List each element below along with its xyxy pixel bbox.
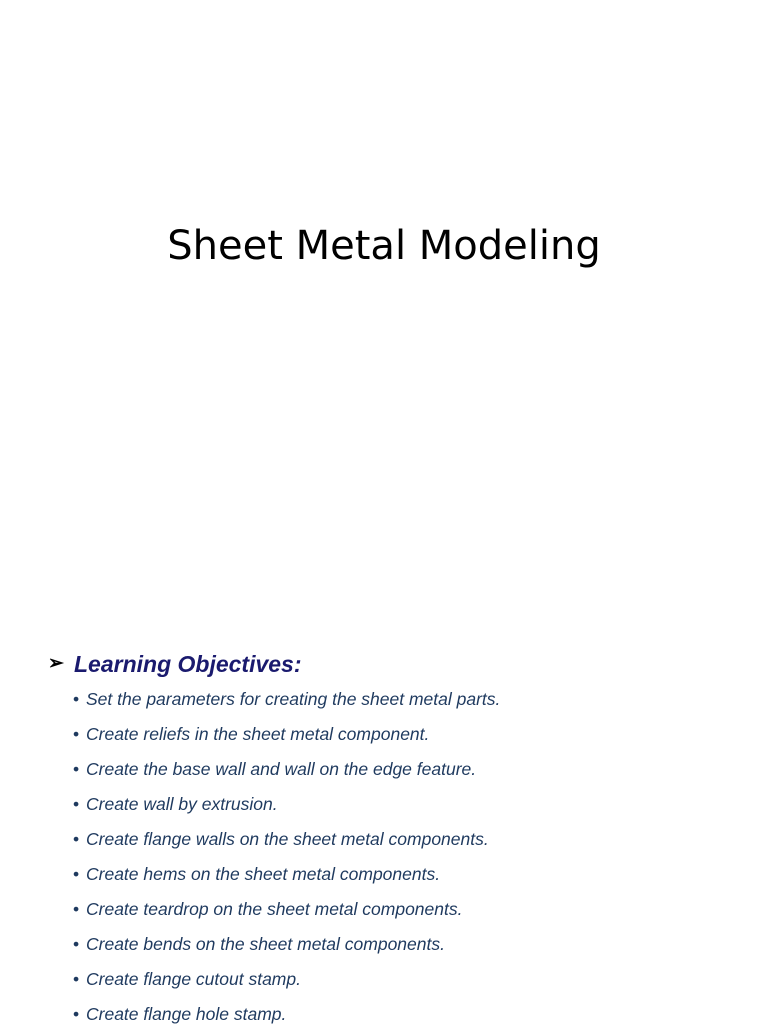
objectives-list: [73, 686, 500, 1024]
learning-objectives-label: Learning Objectives:: [74, 651, 302, 677]
list-item: [73, 756, 500, 791]
list-item: [73, 721, 500, 756]
bullet-icon: •: [73, 759, 80, 779]
bullet-icon: •: [73, 899, 80, 919]
list-item: [73, 826, 500, 861]
bullet-icon: •: [73, 1004, 80, 1024]
list-item: [73, 1001, 500, 1024]
list-item: [73, 791, 500, 826]
objective-text: Create reliefs in the sheet metal component.: [86, 724, 430, 744]
objective-text: Create teardrop on the sheet metal components.: [86, 899, 463, 919]
bullet-icon: •: [73, 829, 80, 849]
bullet-icon: •: [73, 689, 80, 709]
objective-text: Create flange hole stamp.: [86, 1004, 287, 1024]
bullet-icon: •: [73, 934, 80, 954]
learning-objectives-heading: [48, 648, 302, 680]
list-item: [73, 966, 500, 1001]
list-item: [73, 861, 500, 896]
list-item: [73, 686, 500, 721]
arrow-bullet-icon: ➢: [48, 653, 64, 674]
objective-text: Create the base wall and wall on the edge feature.: [86, 759, 477, 779]
bullet-icon: •: [73, 794, 80, 814]
slide-title: Sheet Metal Modeling: [167, 223, 601, 269]
bullet-icon: •: [73, 724, 80, 744]
objective-text: Create bends on the sheet metal components.: [86, 934, 445, 954]
bullet-icon: •: [73, 864, 80, 884]
list-item: [73, 896, 500, 931]
objective-text: Create flange walls on the sheet metal components.: [86, 829, 489, 849]
list-item: [73, 931, 500, 966]
bullet-icon: •: [73, 969, 80, 989]
objective-text: Create wall by extrusion.: [86, 794, 278, 814]
objective-text: Create flange cutout stamp.: [86, 969, 301, 989]
objective-text: Set the parameters for creating the sheet metal parts.: [86, 689, 501, 709]
objective-text: Create hems on the sheet metal components.: [86, 864, 441, 884]
